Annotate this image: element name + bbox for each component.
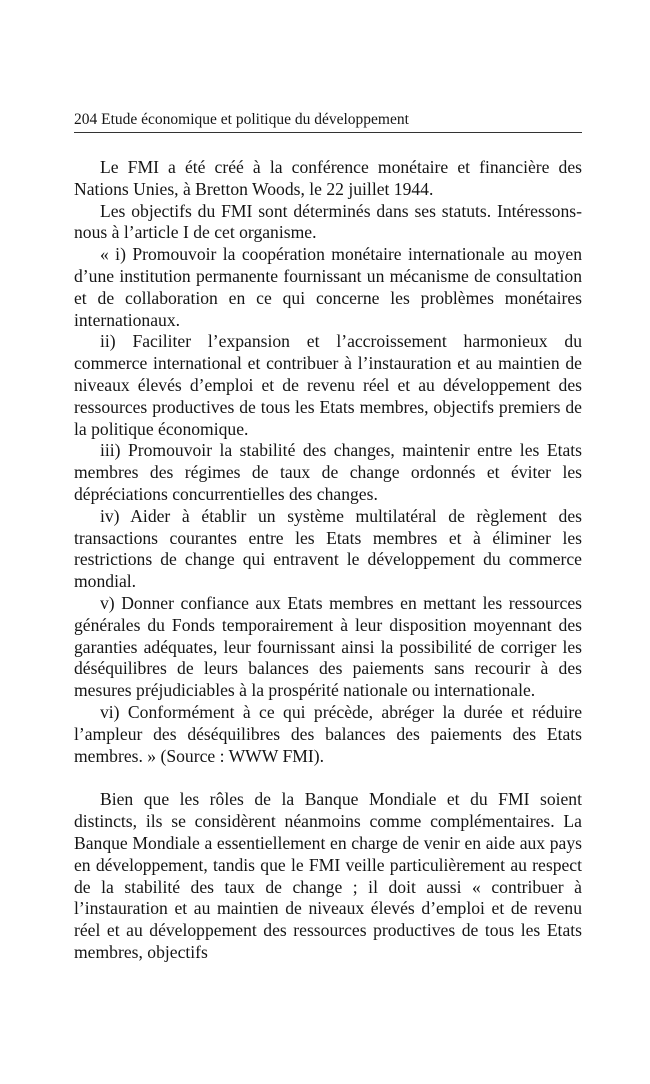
paragraph-objective-ii: ii) Faciliter l’expansion et l’accroissement harmonieux du commerce international et contribuer à l’instauration et au maintien de niveaux élevés d’emploi et de revenu réel et au développement des ressources productives de tous les Etats membres, objectifs premiers de la politique économique.	[74, 331, 582, 439]
paragraph-objective-vi: vi) Conformément à ce qui précède, abréger la durée et réduire l’ampleur des déséquilibres des balances des paiements des Etats membres. » (Source : WWW FMI).	[74, 701, 582, 766]
paragraph-world-bank-imf: Bien que les rôles de la Banque Mondiale et du FMI soient distincts, ils se considèrent néanmoins comme complémentaires. La Banque Mondiale a essentiellement en charge de venir en aide aux pays en développement, tandis que le FMI veille particulièrement au respect de la stabilité des taux de change ; il doit aussi « contribuer à l’instauration et au maintien de niveaux élevés d’emploi et de revenu réel et au développement des ressources productives de tous les Etats membres, objectifs	[74, 789, 582, 962]
page-number: 204	[74, 111, 98, 128]
paragraph-objective-iii: iii) Promouvoir la stabilité des changes, maintenir entre les Etats membres des régimes de taux de change ordonnés et éviter les dépréciations concurrentielles des changes.	[74, 440, 582, 504]
paragraph-imf-creation: Le FMI a été créé à la conférence monétaire et financière des Nations Unies, à Bretton Woods, le 22 juillet 1944.	[74, 157, 582, 199]
paragraph-objective-iv: iv) Aider à établir un système multilatéral de règlement des transactions courantes entre les Etats membres et à éliminer les restrictions de change qui entravent le développement du commerce mondial.	[74, 505, 582, 592]
running-head	[74, 110, 582, 133]
paragraph-objective-i: « i) Promouvoir la coopération monétaire internationale au moyen d’une institution permanente fournissant un mécanisme de consultation et de collaboration en ce qui concerne les problèmes monétaires internationaux.	[74, 244, 582, 330]
paragraph-imf-objectives: Les objectifs du FMI sont déterminés dans ses statuts. Intéressons-nous à l’article I de cet organisme.	[74, 200, 582, 243]
paragraph-objective-v: v) Donner confiance aux Etats membres en mettant les ressources générales du Fonds temporairement à leur disposition moyennant des garanties adéquates, leur fournissant ainsi la possibilité de corriger les déséquilibres de leurs balances des paiements sans recourir à des mesures préjudiciables à la prospérité nationale ou internationale.	[74, 592, 582, 701]
running-head-title: Etude économique et politique du développement	[101, 111, 409, 128]
body-text	[74, 157, 582, 964]
book-page	[74, 110, 582, 964]
